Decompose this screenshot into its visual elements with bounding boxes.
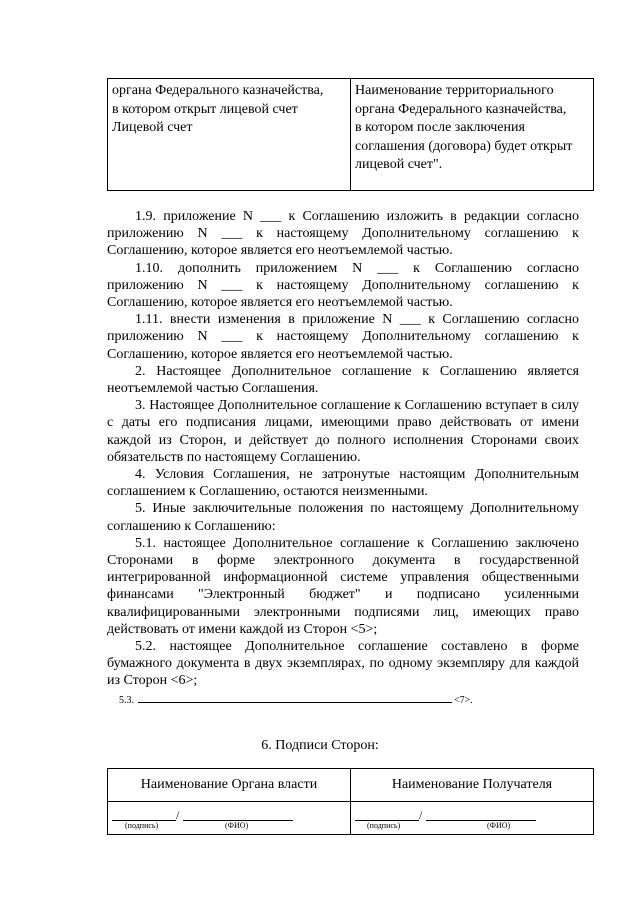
clause-4: 4. Условия Соглашения, не затронутые настоящим Дополнительным соглашением к Соглашению, остаются неизменными. bbox=[107, 467, 579, 500]
right-cell-line: в котором после заключения bbox=[355, 120, 525, 135]
clause-2: 2. Настоящее Дополнительное соглашение к Соглашению является неотъемлемой частью Соглашения. bbox=[107, 363, 579, 397]
full-name-blank bbox=[183, 809, 293, 821]
right-cell-line: лицевой счет". bbox=[355, 157, 443, 172]
signature-caption: (подпись) bbox=[125, 821, 159, 830]
recipient-signature-cell bbox=[351, 802, 593, 835]
clause-5-3-number: 5.3. bbox=[119, 695, 134, 706]
clause-1-9: 1.9. приложение N ___ к Соглашению изложить в редакции согласно приложению N ___ к настоящему Дополнительному соглашению к Соглашению, которое является его неотъемлемой частью. bbox=[107, 209, 579, 259]
authority-signature-line bbox=[112, 809, 293, 821]
authority-signature-cell bbox=[108, 802, 351, 835]
clause-5-1: 5.1. настоящее Дополнительное соглашение к Соглашению заключено Сторонами в форме электронного документа в государственной интегрированной информационной системе управления общественными финансами "Электронный бюджет" и подписано усиленными квалифицированными электронными подписями лиц, имеющих право действовать от имени каждой из Сторон <5>; bbox=[107, 535, 579, 637]
full-name-caption: (ФИО) bbox=[487, 821, 511, 830]
right-cell-line: Наименование территориального bbox=[355, 83, 554, 98]
signatures-body-row bbox=[108, 802, 593, 835]
account-table-right-cell bbox=[351, 79, 593, 190]
clause-3: 3. Настоящее Дополнительное соглашение к Соглашению вступает в силу с даты его подписания лицами, имеющими право действовать от имени каждой из Сторон, и действует до полного исполнения Сторонами своих обязательств по настоящему Соглашению. bbox=[107, 398, 579, 465]
recipient-header-cell bbox=[351, 769, 593, 801]
account-table-left-cell bbox=[108, 79, 351, 190]
clause-5-3-footnote: <7>. bbox=[454, 695, 473, 706]
signature-caption: (подпись) bbox=[367, 821, 401, 830]
authority-header-cell bbox=[108, 769, 351, 801]
clause-5-3-blank-line bbox=[138, 692, 452, 703]
signature-blank bbox=[112, 809, 176, 821]
full-name-caption: (ФИО) bbox=[225, 821, 249, 830]
clause-5-3 bbox=[119, 692, 473, 708]
clause-5: 5. Иные заключительные положения по настоящему Дополнительному соглашению к Соглашению: bbox=[107, 501, 579, 534]
signature-blank bbox=[355, 809, 419, 821]
recipient-signature-line bbox=[355, 809, 536, 821]
left-cell-line: органа Федерального казначейства, bbox=[112, 83, 324, 98]
left-cell-line: в котором открыт лицевой счет bbox=[112, 101, 298, 117]
agreement-clauses bbox=[107, 208, 579, 690]
clause-1-11: 1.11. внести изменения в приложение N ___ к Соглашению согласно приложению N ___ к настоящему Дополнительному соглашению к Соглашению, которое является его неотъемлемой частью. bbox=[107, 312, 579, 362]
recipient-name-header: Наименование Получателя bbox=[391, 777, 553, 792]
authority-name-header: Наименование Органа власти bbox=[140, 777, 318, 792]
signatures-table bbox=[107, 768, 594, 835]
clause-1-10: 1.10. дополнить приложением N ___ к Соглашению согласно приложению N ___ к настоящему Дополнительному соглашению к Соглашению, которое является его неотъемлемой частью. bbox=[107, 260, 579, 311]
full-name-blank bbox=[426, 809, 536, 821]
right-cell-line: соглашения (договора) будет открыт bbox=[355, 138, 573, 154]
account-table bbox=[107, 78, 594, 191]
signatures-heading: 6. Подписи Сторон: bbox=[261, 738, 379, 753]
left-cell-line: Лицевой счет bbox=[112, 120, 193, 135]
right-cell-line: органа Федерального казначейства, bbox=[355, 101, 567, 117]
signature-slash: / bbox=[419, 808, 423, 822]
clause-5-2: 5.2. настоящее Дополнительное соглашение составлено в форме бумажного документа в двух экземплярах, по одному экземпляру для каждой из Сторон <6>; bbox=[107, 639, 579, 689]
signatures-header-row bbox=[108, 769, 593, 802]
signature-slash: / bbox=[176, 808, 180, 822]
